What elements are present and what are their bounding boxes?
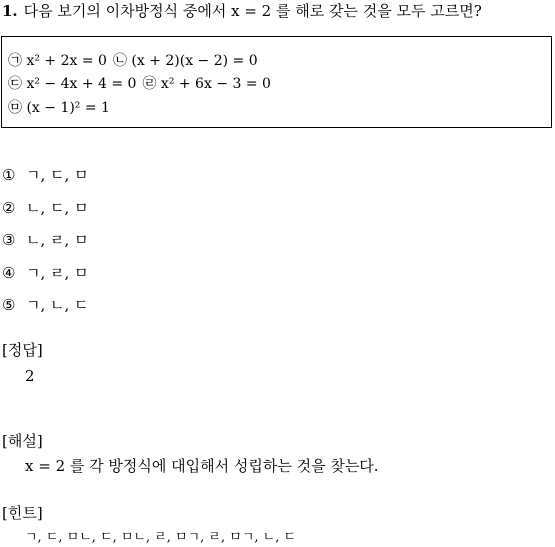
answer-heading: [정답] [2, 341, 43, 359]
choice-mark: ① [2, 166, 16, 184]
choice-mark: ⑤ [2, 296, 16, 314]
choice-mark: ② [2, 199, 16, 217]
box-item-1: ㉠ x² + 2x = 0 [8, 53, 107, 69]
box-item-5: ㉤ (x − 1)² = 1 [8, 100, 110, 116]
explanation-text: x = 2 를 각 방정식에 대입해서 성립하는 것을 찾는다. [25, 457, 379, 475]
choice-text: ㄱ, ㄹ, ㅁ [26, 264, 89, 282]
question-number: 1. [2, 2, 18, 20]
choice-3[interactable] [2, 233, 89, 248]
hint-heading: [힌트] [2, 504, 43, 522]
choice-mark: ③ [2, 231, 16, 249]
choice-text: ㄴ, ㄹ, ㅁ [26, 231, 89, 249]
answer-value: 2 [25, 367, 35, 385]
choice-5[interactable] [2, 298, 89, 313]
explanation-heading: [해설] [2, 432, 43, 450]
box-line [8, 77, 271, 91]
question-text: 다음 보기의 이차방정식 중에서 x = 2 를 해로 갖는 것을 모두 고르면? [23, 2, 482, 20]
box-line [8, 54, 258, 68]
box-item-3: ㉢ x² − 4x + 4 = 0 [8, 76, 137, 92]
choice-text: ㄱ, ㄷ, ㅁ [26, 166, 89, 184]
conditions-box [1, 36, 552, 128]
box-item-2: ㉡ (x + 2)(x − 2) = 0 [112, 53, 258, 69]
question-title [2, 4, 482, 19]
choice-1[interactable] [2, 168, 89, 183]
box-line [8, 101, 110, 115]
choice-2[interactable] [2, 201, 89, 216]
choice-4[interactable] [2, 266, 89, 281]
hint-text: ㄱ, ㄷ, ㅁㄴ, ㄷ, ㅁㄴ, ㄹ, ㅁㄱ, ㄹ, ㅁㄱ, ㄴ, ㄷ [25, 530, 297, 545]
box-item-4: ㉣ x² + 6x − 3 = 0 [142, 76, 271, 92]
choice-text: ㄱ, ㄴ, ㄷ [26, 296, 89, 314]
choice-text: ㄴ, ㄷ, ㅁ [26, 199, 89, 217]
choice-mark: ④ [2, 264, 16, 282]
